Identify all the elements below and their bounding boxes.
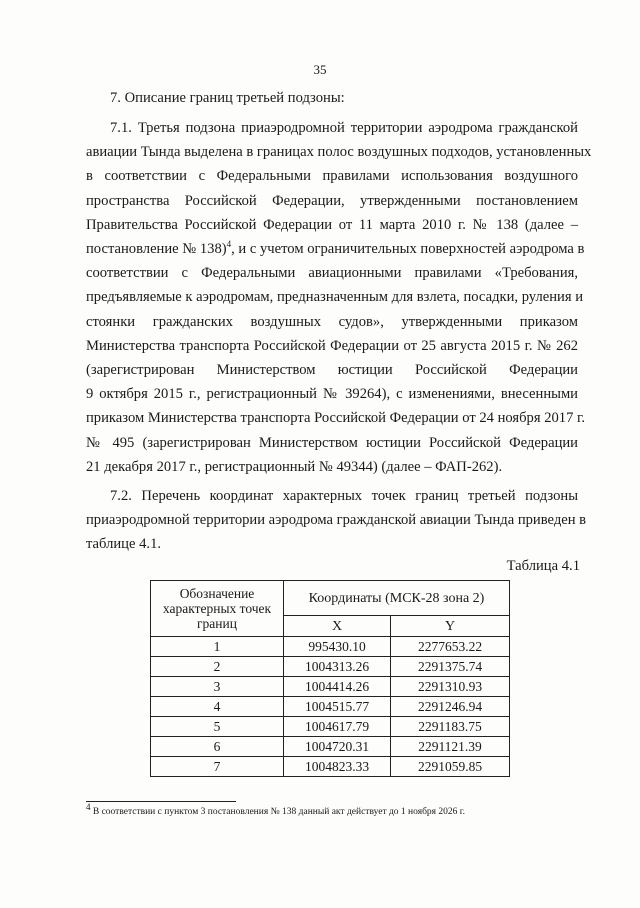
p1-line-6 [86,237,585,261]
coordinates-table [150,580,510,777]
coordinates-header: Координаты (МСК-28 зона 2) [284,581,510,616]
y-cell: 2291183.75 [391,717,510,737]
table-row [151,757,510,777]
footnote-ref: 4 [226,239,232,250]
y-cell: 2291121.39 [391,737,510,757]
x-cell: 1004823.33 [284,757,391,777]
page-number: 35 [313,62,327,77]
y-cell: 2291375.74 [391,657,510,677]
footnote-divider [86,801,236,802]
y-column-header: Y [391,616,510,637]
y-cell: 2291246.94 [391,697,510,717]
footnote [86,801,586,818]
x-column-header: X [284,616,391,637]
p1-line-15: 21 декабря 2017 г., регистрационный № 49344) (далее – ФАП-262). [86,458,503,475]
p1-line-2: авиации Тында выделена в границах полос воздушных подходов, установленных [86,144,592,161]
table-row [151,677,510,697]
points-column-header: Обозначение характерных точек границ [151,581,284,637]
p1-line-3: в соответствии с Федеральными правилами использования воздушного [86,168,578,185]
point-cell: 1 [151,637,284,657]
paragraph-7-2 [86,484,587,557]
point-cell: 4 [151,697,284,717]
table-caption: Таблица 4.1 [506,558,580,574]
p2-line-3: таблице 4.1. [86,536,162,553]
point-cell: 5 [151,717,284,737]
p1-line-6b: , и с учетом ограничительных поверхностей аэродрома в [231,241,585,258]
p1-line-4: пространства Российской Федерации, утвержденными постановлением [86,192,578,209]
x-cell: 1004515.77 [284,697,391,717]
p1-line-8: предъявляемые к аэродромам, предназначенным для взлета, посадки, руления и [86,289,583,306]
y-cell: 2291310.93 [391,677,510,697]
p1-line-1: 7.1. Третья подзона приаэродромной территории аэродрома гражданской [110,120,578,136]
x-cell: 995430.10 [284,637,391,657]
paragraph-7-1 [86,116,592,479]
table-row [151,637,510,657]
x-cell: 1004720.31 [284,737,391,757]
footnote-text: В соответствии с пунктом 3 постановления № 138 данный акт действует до 1 ноября 2026 г. [90,807,465,817]
p1-line-10: Министерства транспорта Российской Федерации от 25 августа 2015 г. № 262 [86,337,578,354]
point-cell: 3 [151,677,284,697]
p2-line-2: приаэродромной территории аэродрома гражданской авиации Тында приведен в [86,512,587,529]
p1-line-11: (зарегистрирован Министерством юстиции Российской Федерации [86,362,578,379]
y-cell: 2277653.22 [391,637,510,657]
p1-line-14: № 495 (зарегистрирован Министерством юстиции Российской Федерации [86,434,578,451]
table-header-row [151,581,510,616]
table-row [151,697,510,717]
p1-line-6a: постановление № 138) [86,241,227,258]
footnote-marker: 4 [86,801,91,812]
y-cell: 2291059.85 [391,757,510,777]
table-row [151,717,510,737]
p1-line-12: 9 октября 2015 г., регистрационный № 39264), с изменениями, внесенными [86,386,578,403]
p1-line-9: стоянки гражданских воздушных судов», утвержденными приказом [86,313,578,330]
point-cell: 7 [151,757,284,777]
point-cell: 2 [151,657,284,677]
x-cell: 1004617.79 [284,717,391,737]
point-cell: 6 [151,737,284,757]
table-row [151,737,510,757]
p2-line-1: 7.2. Перечень координат характерных точек границ третьей подзоны [110,488,578,504]
heading-text: 7. Описание границ третьей подзоны: [110,90,345,106]
section-heading [86,86,578,110]
table-row [151,657,510,677]
p1-line-5: Правительства Российской Федерации от 11 марта 2010 г. № 138 (далее – [86,216,578,233]
p1-line-7: соответствии с Федеральными авиационными правилами «Требования, [86,265,578,282]
x-cell: 1004313.26 [284,657,391,677]
x-cell: 1004414.26 [284,677,391,697]
p1-line-13: приказом Министерства транспорта Российской Федерации от 24 ноября 2017 г. [86,410,586,427]
